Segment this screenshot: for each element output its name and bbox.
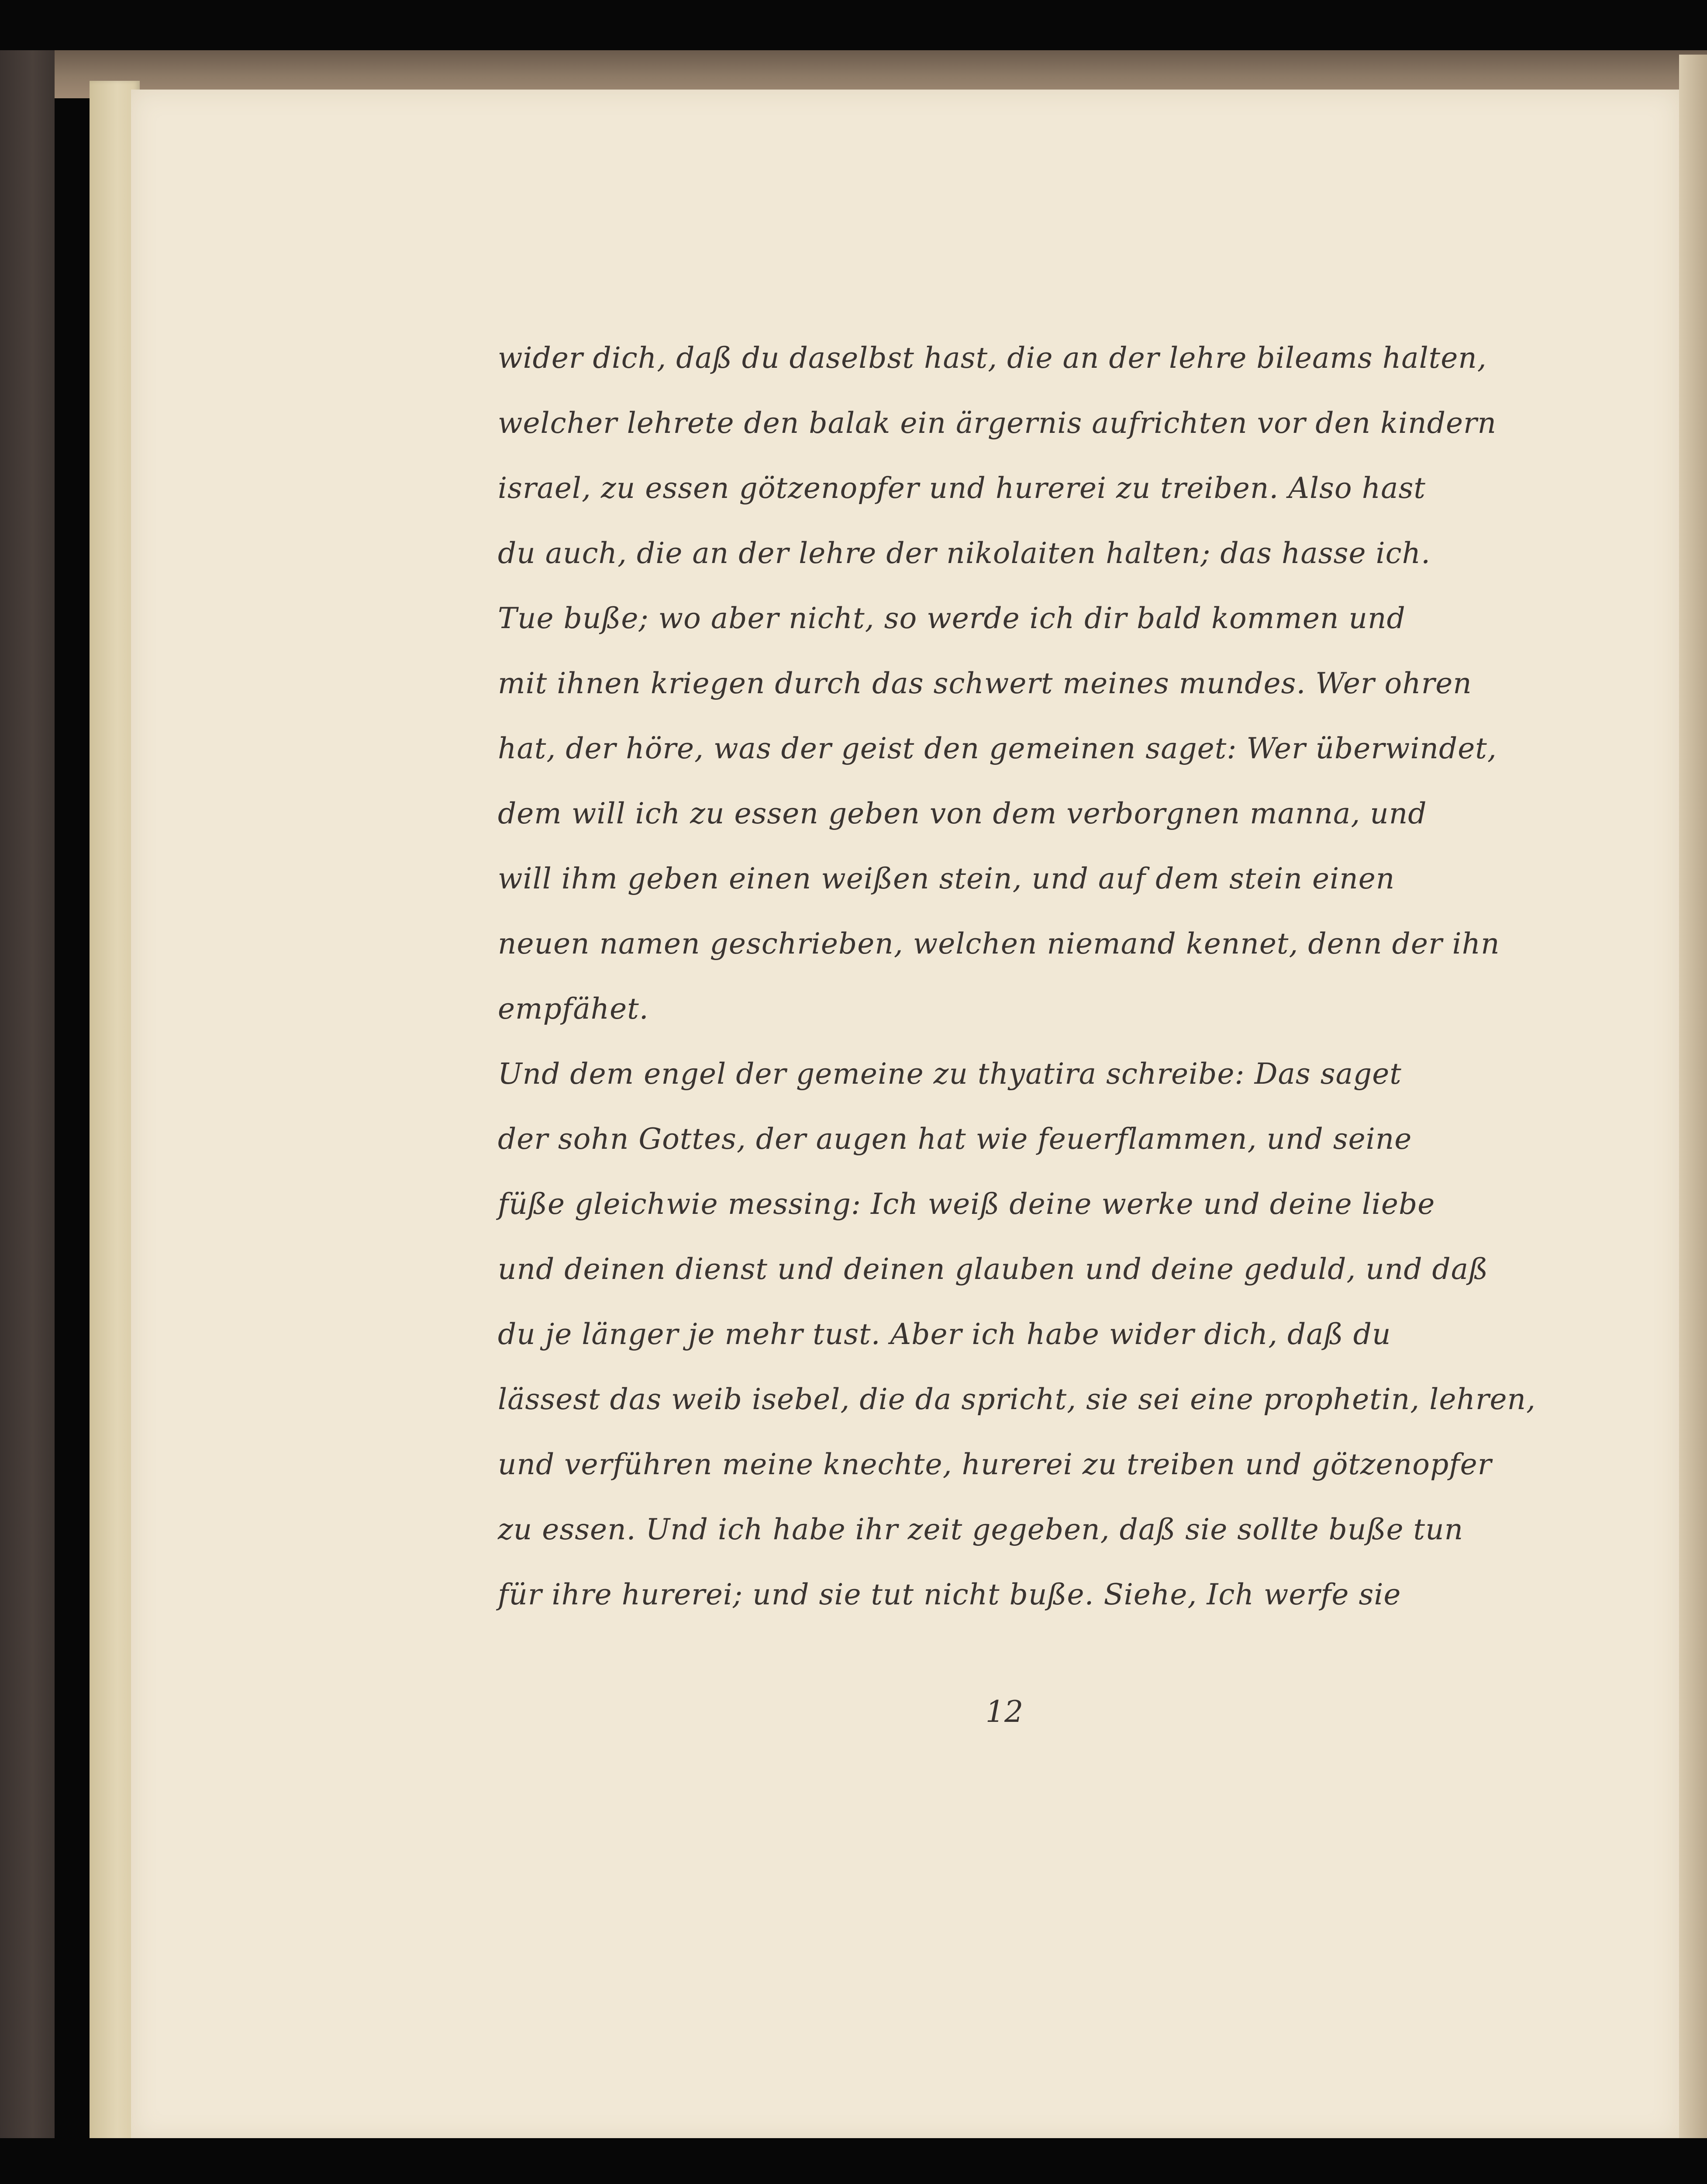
text-line: welcher lehrete den balak ein ärgernis aufrichten vor den kindern [498,406,1497,440]
text-line: für ihre hurerei; und sie tut nicht buße. Siehe, Ich werfe sie [498,1578,1401,1611]
text-line: du je länger je mehr tust. Aber ich habe wider dich, daß du [498,1317,1391,1351]
text-line: hat, der höre, was der geist den gemeinen saget: Wer überwindet, [498,732,1497,765]
text-line: Und dem engel der gemeine zu thyatira schreibe: Das saget [498,1057,1402,1091]
text-line: füße gleichwie messing: Ich weiß deine werke und deine liebe [498,1187,1435,1221]
text-line: Tue buße; wo aber nicht, so werde ich dir bald kommen und [498,601,1406,635]
text-line: israel, zu essen götzenopfer und hurerei zu treiben. Also hast [498,471,1426,505]
text-line: will ihm geben einen weißen stein, und auf dem stein einen [498,862,1395,895]
text-line: neuen namen geschrieben, welchen niemand kennet, denn der ihn [498,927,1500,961]
text-line: und deinen dienst und deinen glauben und deine geduld, und daß [498,1252,1489,1286]
text-line: zu essen. Und ich habe ihr zeit gegeben, daß sie sollte buße tun [498,1513,1464,1546]
text-line: du auch, die an der lehre der nikolaiten halten; das hasse ich. [498,536,1431,570]
text-line: lässest das weib isebel, die da spricht, sie sei eine prophetin, lehren, [498,1382,1536,1416]
text-line: dem will ich zu essen geben von dem verborgnen manna, und [498,797,1427,830]
body-text [498,325,1536,1697]
text-line: der sohn Gottes, der augen hat wie feuerflammen, und seine [498,1122,1412,1156]
page-number: 12 [985,1695,1024,1729]
page-edge [1679,55,1707,2138]
text-line: mit ihnen kriegen durch das schwert meines mundes. Wer ohren [498,667,1472,700]
text-line: und verführen meine knechte, hurerei zu treiben und götzenopfer [498,1448,1492,1481]
book-cover-left [0,50,55,2138]
text-line: wider dich, daß du daselbst hast, die an der lehre bileams halten, [498,341,1487,375]
text-line: empfähet. [498,992,649,1026]
scan-background [55,2138,1707,2184]
